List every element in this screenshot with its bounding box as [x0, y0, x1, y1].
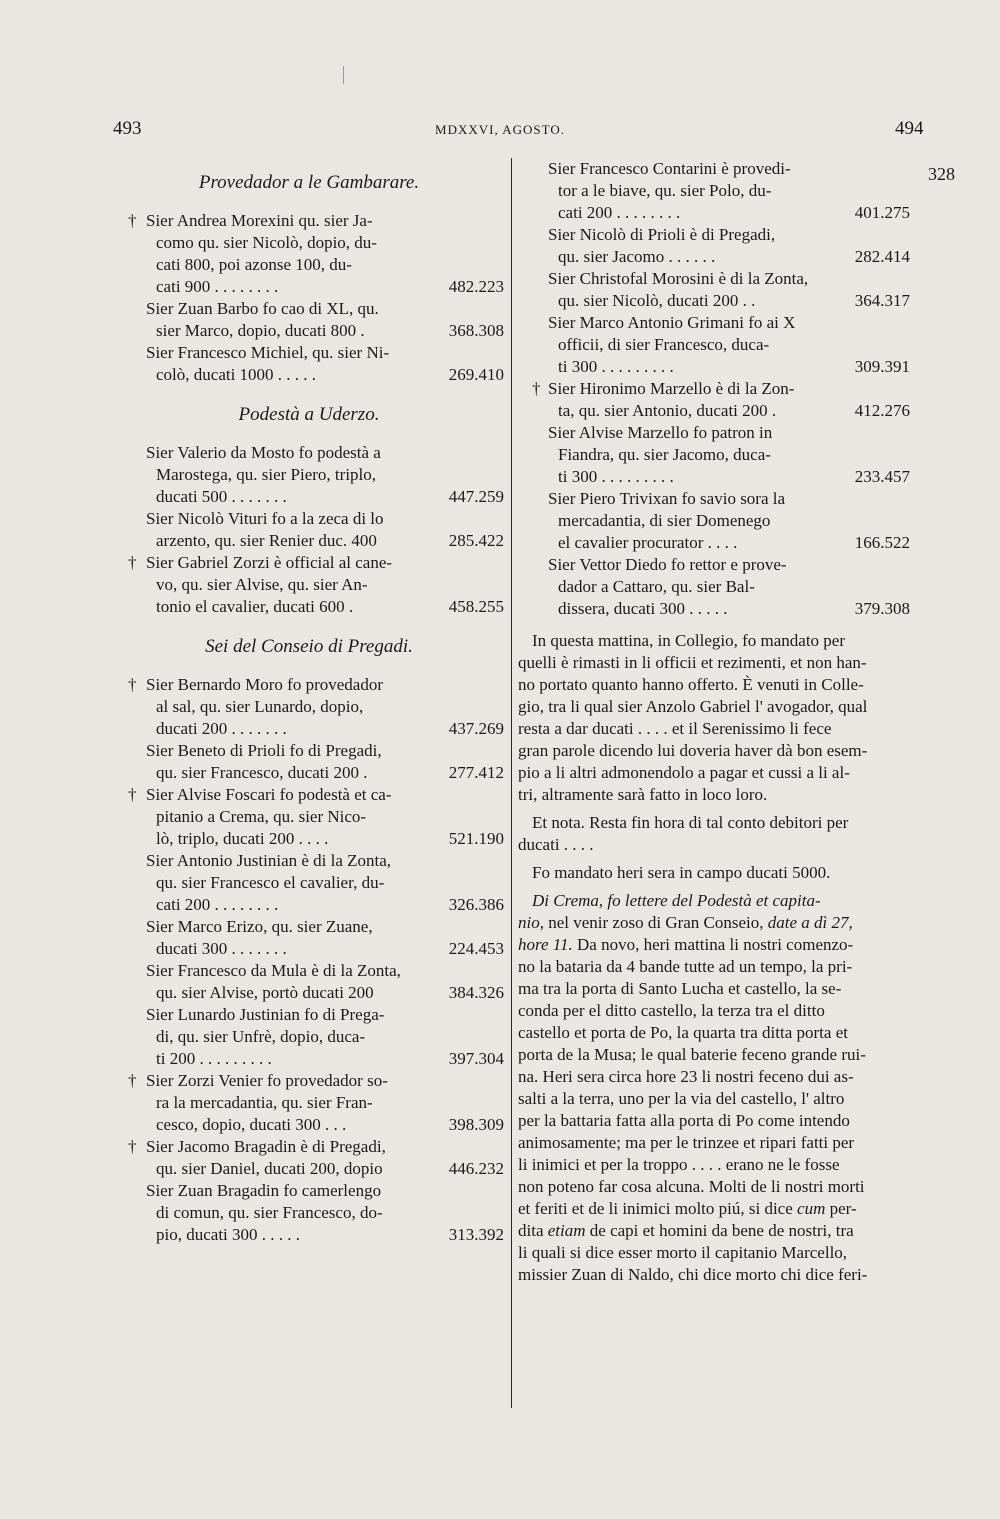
letter-date: date a dì 27, hore 11. [518, 913, 853, 954]
list-item [114, 1180, 504, 1246]
body-paragraph: Et nota. Resta fin hora di tal conto debitori per ducati . . . . [518, 813, 849, 854]
list-item [518, 224, 910, 268]
entry-amount: 379.308 [852, 598, 910, 620]
entry-text: Sier Jacomo Bragadin è di Pregadi, qu. sier Daniel, ducati 200, dopio [146, 1137, 386, 1178]
entry-text: Sier Lunardo Justinian fo di Prega- di, qu. sier Unfrè, dopio, duca- ti 200 . . . . . . . . . [146, 1005, 385, 1068]
list-item [114, 674, 504, 740]
entry-text: Sier Valerio da Mosto fo podestà a Marostega, qu. sier Piero, triplo, ducati 500 . . . . . . . [146, 443, 381, 506]
entry-text: Sier Marco Erizo, qu. sier Zuane, ducati 300 . . . . . . . [146, 917, 373, 958]
cross-mark: † [128, 1137, 137, 1156]
column-divider [511, 158, 512, 1408]
list-item [518, 158, 910, 224]
entry-amount: 364.317 [852, 290, 910, 312]
entry-amount: 446.232 [446, 1158, 504, 1180]
cross-mark: † [532, 379, 541, 398]
entry-amount: 437.269 [446, 718, 504, 740]
cross-mark: † [128, 553, 137, 572]
list-item [114, 1136, 504, 1180]
entry-text: Sier Nicolò di Prioli è di Pregadi, qu. sier Jacomo . . . . . . [548, 225, 776, 266]
entry-amount: 309.391 [852, 356, 910, 378]
list-item [518, 268, 910, 312]
entry-text: Sier Hironimo Marzello è di la Zon- ta, qu. sier Antonio, ducati 200 . [548, 379, 795, 420]
list-item [114, 1004, 504, 1070]
entry-amount: 285.422 [446, 530, 504, 552]
entry-text: Sier Andrea Morexini qu. sier Ja- como qu. sier Nicolò, dopio, du- cati 800, poi azonse 100, du- cati 900 . . . . . . . . [146, 211, 377, 296]
entry-text: Sier Vettor Diedo fo rettor e prove- dador a Cattaro, qu. sier Bal- dissera, ducati 300 . . . . . [548, 555, 787, 618]
entry-amount: 313.392 [446, 1224, 504, 1246]
list-item [518, 554, 910, 620]
entry-amount: 412.276 [852, 400, 910, 422]
list-item [114, 342, 504, 386]
entry-amount: 368.308 [446, 320, 504, 342]
entry-amount: 282.414 [852, 246, 910, 268]
list-item [114, 850, 504, 916]
cross-mark: † [128, 785, 137, 804]
page-mark [343, 66, 344, 84]
entry-amount: 398.309 [446, 1114, 504, 1136]
entry-amount: 326.386 [446, 894, 504, 916]
entry-text: Sier Gabriel Zorzi è official al cane- vo, qu. sier Alvise, qu. sier An- tonio el cavalier, ducati 600 . [146, 553, 393, 616]
page-number-right: 494 [895, 118, 924, 139]
entry-text: Sier Francesco da Mula è di la Zonta, qu. sier Alvise, portò ducati 200 [146, 961, 401, 1002]
section-heading: Sei del Conseio di Pregadi. [205, 636, 413, 657]
list-item [114, 508, 504, 552]
entry-amount: 521.190 [446, 828, 504, 850]
section-heading: Provedador a le Gambarare. [198, 172, 420, 193]
entry-text: Sier Marco Antonio Grimani fo ai X officii, di sier Francesco, duca- ti 300 . . . . . . . . . [548, 313, 796, 376]
entry-amount: 401.275 [852, 202, 910, 224]
entry-text: Sier Christofal Morosini è di la Zonta, qu. sier Nicolò, ducati 200 . . [548, 269, 809, 310]
entry-text: Sier Alvise Foscari fo podestà et ca- pitanio a Crema, qu. sier Nico- lò, triplo, ducati 200 . . . . [146, 785, 392, 848]
entry-text: Sier Piero Trivixan fo savio sora la mercadantia, di sier Domenego el cavalier procurator . . . . [548, 489, 786, 552]
list-item [114, 442, 504, 508]
list-item [114, 1070, 504, 1136]
cross-mark: † [128, 211, 137, 230]
list-item [114, 784, 504, 850]
list-item [114, 740, 504, 784]
letter-text: nel venir zoso di Gran Conseio, [543, 913, 768, 932]
entry-amount: 277.412 [446, 762, 504, 784]
entry-text: Sier Francesco Contarini è provedi- tor a le biave, qu. sier Polo, du- cati 200 . . . . . . . . [548, 159, 791, 222]
entry-amount: 269.410 [446, 364, 504, 386]
entry-amount: 166.522 [852, 532, 910, 554]
entry-text: Sier Zuan Bragadin fo camerlengo di comun, qu. sier Francesco, do- pio, ducati 300 . . . . . [146, 1181, 383, 1244]
section-heading: Podestà a Uderzo. [238, 404, 380, 425]
body-paragraph: In questa mattina, in Collegio, fo mandato per quelli è rimasti in li officii et rezimenti, et non han- no portato quanto hanno offerto. È venuti in Colle- gio, tra li qual sier Anzolo Gabriel l' avogador, qual resta a dar ducati . . . . et il Serenissimo li fece gran parole dicendo lui doveria haver dà bon esem- pio a li altri admonendolo a pagar et cussi a li al- tri, altramente sarà fatto in loco loro. [518, 631, 868, 804]
entry-amount: 482.223 [446, 276, 504, 298]
entry-text: Sier Alvise Marzello fo patron in Fiandra, qu. sier Jacomo, duca- ti 300 . . . . . . . . . [548, 423, 773, 486]
list-item [114, 960, 504, 1004]
cross-mark: † [128, 1071, 137, 1090]
entry-text: Sier Zuan Barbo fo cao di XL, qu. sier Marco, dopio, ducati 800 . [146, 299, 379, 340]
latin-word: etiam [547, 1221, 586, 1240]
entry-amount: 224.453 [446, 938, 504, 960]
entry-amount: 384.326 [446, 982, 504, 1004]
list-item [518, 378, 910, 422]
entry-text: Sier Bernardo Moro fo provedador al sal, qu. sier Lunardo, dopio, ducati 200 . . . . . . . [146, 675, 383, 738]
cross-mark: † [128, 675, 137, 694]
entry-text: Sier Zorzi Venier fo provedador so- ra la mercadantia, qu. sier Fran- cesco, dopio, ducati 300 . . . [146, 1071, 388, 1134]
entry-text: Sier Francesco Michiel, qu. sier Ni- colò, ducati 1000 . . . . . [146, 343, 390, 384]
list-item [518, 488, 910, 554]
list-item [518, 312, 910, 378]
entry-text: Sier Beneto di Prioli fo di Pregadi, qu. sier Francesco, ducati 200 . [146, 741, 382, 782]
letter-text: per- dita [518, 1199, 857, 1240]
entry-text: Sier Antonio Justinian è di la Zonta, qu. sier Francesco el cavalier, du- cati 200 . . . . . . . . [146, 851, 392, 914]
list-item [114, 298, 504, 342]
entry-amount: 233.457 [852, 466, 910, 488]
letter-text: de capi et homini da bene de nostri, tra li quali si dice esser morto il capitanio Marcello, missier Zuan di Naldo, chi dice morto chi dice feri- [518, 1221, 868, 1284]
letter-source: Di Crema, fo lettere del Podestà et capita- nio, [518, 891, 821, 932]
list-item [114, 552, 504, 618]
entry-amount: 397.304 [446, 1048, 504, 1070]
entry-amount: 458.255 [446, 596, 504, 618]
left-column [114, 158, 504, 1246]
entry-text: Sier Nicolò Vituri fo a la zeca di lo arzento, qu. sier Renier duc. 400 [146, 509, 384, 550]
list-item [114, 210, 504, 298]
letter-paragraph [518, 890, 910, 1286]
margin-number: 328 [928, 164, 955, 184]
letter-text: Da novo, heri mattina li nostri comenzo- no la bataria da 4 bande tutte ad un tempo, la pri- ma tra la porta di Santo Lucha et castello, la se- conda per el ditto castello, la terza tra el ditto castello et porta de Po, la quarta tra ditta porta et porta de la Musa; le qual baterie feceno grande rui- na. Heri sera circa hore 23 li nostri feceno dui as- salti a la terra, uno per la via del castello, l' altro per la battaria fatta alla porta di Po come intendo animosamente; ma per le trinzee et ripari fatti per li inimici et per la troppo . . . . erano ne le fosse non poteno far cosa alcuna. Molti de li nostri morti et feriti et de li inimici molto piú, si dice [518, 935, 866, 1218]
entry-amount: 447.259 [446, 486, 504, 508]
list-item [518, 422, 910, 488]
running-title: MDXXVI, AGOSTO. [435, 122, 565, 137]
list-item [114, 916, 504, 960]
page-number-left: 493 [113, 118, 142, 139]
latin-word: cum [797, 1199, 826, 1218]
right-column [518, 158, 910, 1292]
body-paragraph: Fo mandato heri sera in campo ducati 5000. [532, 863, 831, 882]
